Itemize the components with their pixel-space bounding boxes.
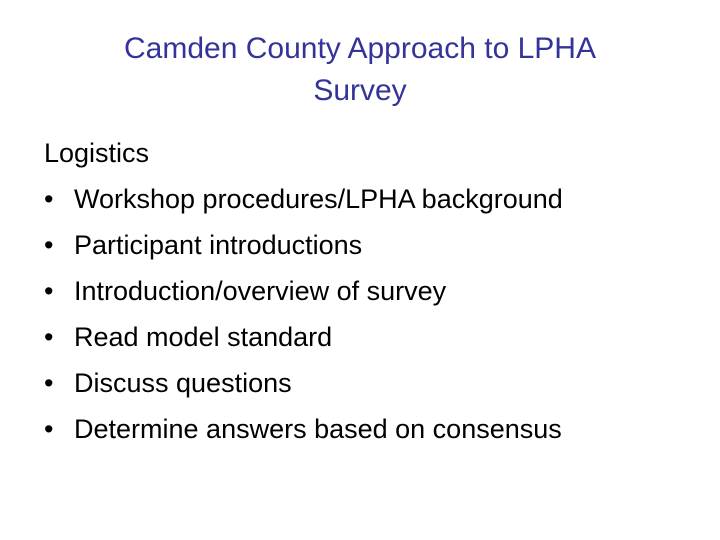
bullet-text: Determine answers based on consensus — [74, 414, 562, 444]
bullet-text: Participant introductions — [74, 230, 363, 260]
bullet-item — [44, 360, 704, 406]
bullet-item — [44, 406, 704, 452]
bullet-item — [44, 222, 704, 268]
bullet-item — [44, 176, 704, 222]
bullet-text: Read model standard — [74, 322, 333, 352]
bullet-icon: • — [44, 414, 54, 444]
bullet-icon: • — [44, 230, 54, 260]
bullet-icon: • — [44, 184, 54, 214]
slide-title — [20, 28, 700, 112]
bullet-icon: • — [44, 322, 54, 352]
bullet-text: Workshop procedures/LPHA background — [74, 184, 563, 214]
section-heading: Logistics — [44, 138, 150, 168]
bullet-item — [44, 314, 704, 360]
bullet-icon: • — [44, 276, 54, 306]
bullet-text: Discuss questions — [74, 368, 292, 398]
slide-title-line-1: Camden County Approach to LPHA — [124, 32, 596, 65]
bullet-item — [44, 268, 704, 314]
slide-title-line-2: Survey — [313, 74, 407, 107]
bullet-icon: • — [44, 368, 54, 398]
slide-body — [44, 130, 704, 452]
bullet-list — [44, 176, 704, 452]
bullet-text: Introduction/overview of survey — [74, 276, 447, 306]
